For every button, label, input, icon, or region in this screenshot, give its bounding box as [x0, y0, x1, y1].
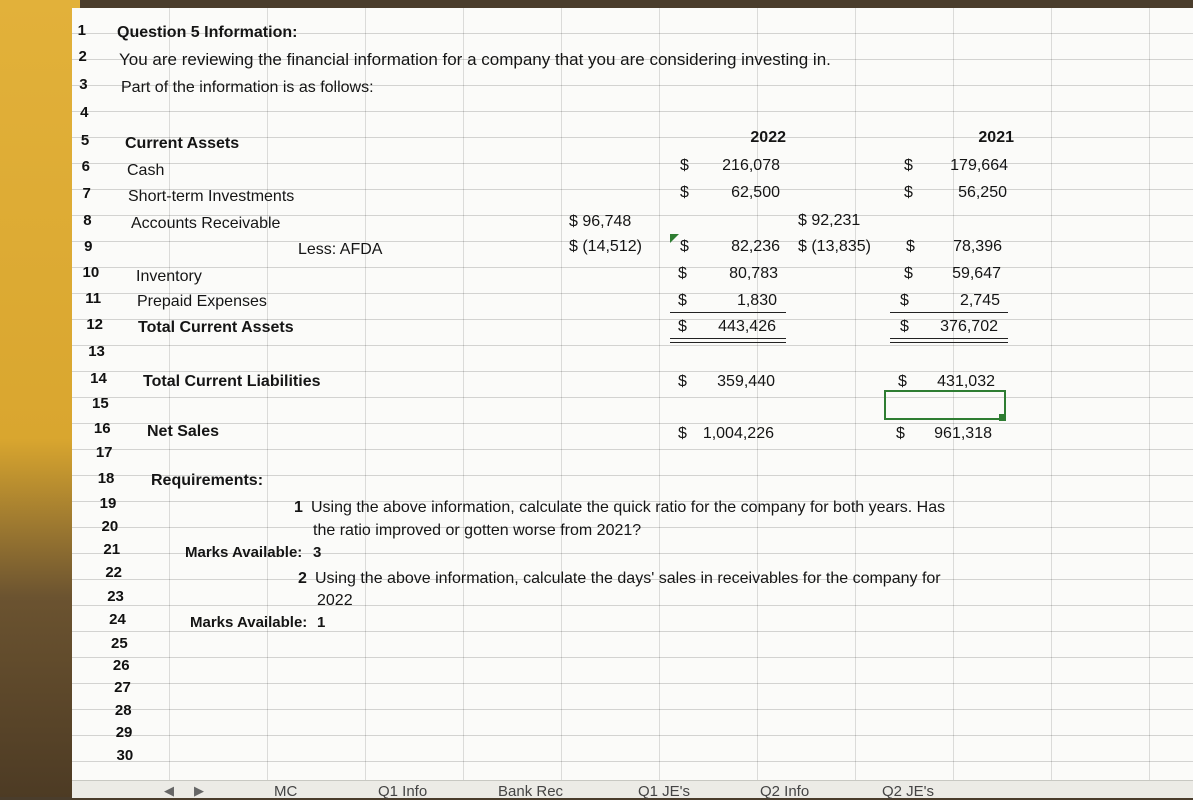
- tcl-2021-value: 431,032: [937, 373, 995, 390]
- year-2021-header: 2021: [978, 129, 1014, 146]
- cash-2022-value: 216,078: [722, 157, 780, 174]
- ar-label: Accounts Receivable: [131, 215, 281, 232]
- row-header[interactable]: 20: [101, 518, 119, 535]
- prepaid-2021-currency: $: [900, 292, 909, 309]
- tcl-2022-value: 359,440: [717, 373, 775, 390]
- cell-comment-indicator: [670, 234, 679, 243]
- row-header[interactable]: 19: [99, 495, 117, 512]
- inventory-label: Inventory: [136, 268, 202, 285]
- question-title: Question 5 Information:: [117, 24, 298, 41]
- ar-net-2021-value: 78,396: [953, 238, 1002, 255]
- row-header[interactable]: 11: [85, 290, 102, 307]
- requirement-1-number: 1: [294, 499, 303, 516]
- tab-q1-info[interactable]: Q1 Info: [378, 783, 428, 800]
- selected-cell[interactable]: [884, 390, 1006, 420]
- underline-2021: [890, 312, 1008, 313]
- sti-2022-value: 62,500: [731, 184, 780, 201]
- sti-2022-currency: $: [680, 184, 689, 201]
- sti-2021-currency: $: [904, 184, 913, 201]
- inventory-2021-currency: $: [904, 265, 913, 282]
- tab-bank-rec[interactable]: Bank Rec: [498, 783, 564, 800]
- year-2022-header: 2022: [750, 129, 786, 146]
- tca-label: Total Current Assets: [138, 319, 294, 336]
- row-header[interactable]: 17: [95, 444, 113, 461]
- marks-available-label-1: Marks Available:: [185, 544, 303, 561]
- row-header[interactable]: 5: [80, 132, 90, 149]
- tca-2021-currency: $: [900, 318, 909, 335]
- row-header[interactable]: 16: [93, 420, 111, 437]
- tcl-2021-currency: $: [898, 373, 907, 390]
- afda-label: Less: AFDA: [298, 241, 383, 258]
- tca-2022-value: 443,426: [718, 318, 776, 335]
- row-header[interactable]: 3: [79, 76, 88, 93]
- marks-available-value-2: 1: [317, 614, 326, 631]
- row-header[interactable]: 25: [111, 635, 128, 652]
- row-header[interactable]: 14: [90, 370, 107, 387]
- row-header[interactable]: 24: [109, 611, 126, 628]
- inventory-2022-currency: $: [678, 265, 687, 282]
- row-header[interactable]: 28: [114, 702, 132, 719]
- row-header[interactable]: 21: [103, 541, 121, 558]
- sti-label: Short-term Investments: [128, 188, 295, 205]
- row-header[interactable]: 12: [86, 316, 103, 333]
- sales-2022-currency: $: [678, 425, 687, 442]
- ar-gross-2021: $ 92,231: [798, 212, 861, 229]
- underline-2022: [670, 312, 786, 313]
- row-header[interactable]: 7: [82, 185, 91, 202]
- tab-q1-jes[interactable]: Q1 JE's: [638, 783, 691, 800]
- requirement-1-text: Using the above information, calculate the quick ratio for the company for both years. Has: [311, 499, 946, 516]
- tab-q2-jes[interactable]: Q2 JE's: [882, 783, 935, 800]
- row-header[interactable]: 26: [112, 657, 130, 674]
- ar-net-2022-value: 82,236: [731, 238, 780, 255]
- row-header[interactable]: 22: [105, 564, 122, 581]
- cash-2021-currency: $: [904, 157, 913, 174]
- sheet-tab-bar: [72, 780, 1193, 798]
- row-header[interactable]: 4: [80, 104, 89, 121]
- row-header[interactable]: 10: [82, 264, 100, 281]
- sti-2021-value: 56,250: [958, 184, 1007, 201]
- tcl-label: Total Current Liabilities: [143, 373, 321, 390]
- prepaid-2021-value: 2,745: [959, 292, 1000, 309]
- afda-2021: $ (13,835): [798, 238, 871, 255]
- scroll-tabs-right-icon[interactable]: ▶: [194, 783, 204, 798]
- inventory-2022-value: 80,783: [729, 265, 778, 282]
- sales-2021-value: 961,318: [934, 425, 992, 442]
- row-header[interactable]: 13: [88, 343, 105, 360]
- row-header[interactable]: 18: [97, 470, 115, 487]
- row-header[interactable]: 8: [83, 212, 92, 229]
- row-header[interactable]: 9: [84, 238, 93, 255]
- tcl-2022-currency: $: [678, 373, 687, 390]
- marks-available-label-2: Marks Available:: [190, 614, 308, 631]
- net-sales-label: Net Sales: [147, 423, 220, 440]
- requirement-2-text: Using the above information, calculate the days' sales in receivables for the company for: [315, 570, 941, 587]
- current-assets-label: Current Assets: [125, 135, 240, 152]
- cash-2021-value: 179,664: [950, 157, 1008, 174]
- sales-2022-value: 1,004,226: [702, 425, 774, 442]
- afda-2022: $ (14,512): [569, 238, 642, 255]
- spreadsheet-grid[interactable]: [72, 8, 1193, 780]
- tca-2022-currency: $: [678, 318, 687, 335]
- row-header[interactable]: 29: [115, 724, 133, 741]
- requirement-1-text-2: the ratio improved or gotten worse from 2021?: [313, 522, 642, 539]
- cash-label: Cash: [127, 162, 165, 179]
- inventory-2021-value: 59,647: [952, 265, 1001, 282]
- ar-net-2021-currency: $: [906, 238, 915, 255]
- double-underline-2022: [670, 338, 786, 343]
- requirement-2-number: 2: [298, 570, 307, 587]
- marks-available-value-1: 3: [313, 544, 322, 561]
- fill-handle[interactable]: [999, 414, 1006, 421]
- cash-2022-currency: $: [680, 157, 689, 174]
- prepaid-2022-value: 1,830: [736, 292, 777, 309]
- row-header[interactable]: 6: [81, 158, 90, 175]
- prepaid-label: Prepaid Expenses: [137, 293, 267, 310]
- intro-line: You are reviewing the financial information for a company that you are considering investing in.: [119, 50, 831, 69]
- row-header[interactable]: 1: [77, 22, 86, 39]
- sales-2021-currency: $: [896, 425, 905, 442]
- row-header[interactable]: 30: [116, 747, 134, 764]
- row-header[interactable]: 2: [78, 48, 87, 65]
- row-header[interactable]: 15: [92, 395, 109, 412]
- tca-2021-value: 376,702: [940, 318, 998, 335]
- prepaid-2022-currency: $: [678, 292, 687, 309]
- double-underline-2021: [890, 338, 1008, 343]
- scroll-tabs-left-icon[interactable]: ◀: [164, 783, 174, 798]
- row-header[interactable]: 23: [107, 588, 124, 605]
- tab-q2-info[interactable]: Q2 Info: [760, 783, 810, 800]
- tab-mc[interactable]: MC: [274, 783, 298, 800]
- ar-gross-2022: $ 96,748: [569, 213, 632, 230]
- intro-line-2: Part of the information is as follows:: [121, 79, 374, 96]
- ar-net-2022-currency: $: [680, 238, 689, 255]
- requirement-2-text-2: 2022: [317, 592, 353, 609]
- requirements-heading: Requirements:: [151, 472, 264, 489]
- row-header[interactable]: 27: [114, 679, 131, 696]
